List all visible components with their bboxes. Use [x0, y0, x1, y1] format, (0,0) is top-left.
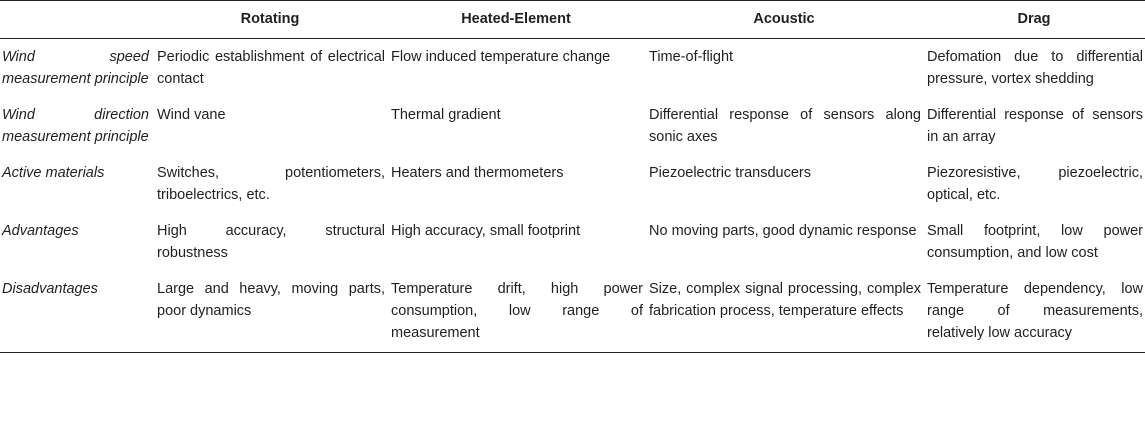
- row-label: Active materials: [2, 165, 105, 181]
- table-cell: Periodic establishment of electrical contact: [157, 49, 385, 87]
- table-row: [0, 97, 1145, 155]
- table-cell: Heaters and thermometers: [391, 165, 564, 181]
- table-row: [0, 155, 1145, 213]
- table-cell: Temperature dependency, low range of measurements, relatively low accuracy: [923, 271, 1145, 353]
- table-cell: Temperature drift, high power consumption, low range of measurement: [387, 271, 645, 353]
- table-row: [0, 213, 1145, 271]
- row-label: Wind speed measurement principle: [2, 49, 149, 87]
- table-cell: Small footprint, low power consumption, and low cost: [927, 223, 1143, 261]
- table-cell: Large and heavy, moving parts, poor dynamics: [153, 271, 387, 353]
- table-cell: Wind vane: [157, 107, 226, 123]
- table-row: [0, 39, 1145, 98]
- header-drag: Drag: [923, 1, 1145, 39]
- table-cell: No moving parts, good dynamic response: [649, 223, 917, 239]
- header-empty: [0, 1, 153, 39]
- table-cell: Differential response of sensors in an array: [927, 107, 1143, 145]
- table-cell: Switches, potentiometers, triboelectrics, etc.: [157, 165, 385, 203]
- table-cell: Flow induced temperature change: [391, 49, 611, 65]
- header-heated-element: Heated-Element: [387, 1, 645, 39]
- table-cell: Thermal gradient: [391, 107, 501, 123]
- table-cell: Piezoelectric transducers: [649, 165, 811, 181]
- table-cell: Differential response of sensors along sonic axes: [649, 107, 921, 145]
- table-cell: Time-of-flight: [649, 49, 734, 65]
- table-cell: Size, complex signal processing, complex fabrication process, temperature effects: [645, 271, 923, 353]
- row-label: Disadvantages: [0, 271, 153, 353]
- header-rotating: Rotating: [153, 1, 387, 39]
- row-label: Advantages: [2, 223, 79, 239]
- row-label: Wind direction measurement principle: [2, 107, 149, 145]
- table-cell: High accuracy, small footprint: [391, 223, 581, 239]
- table-row: [0, 271, 1145, 353]
- table-cell: High accuracy, structural robustness: [157, 223, 385, 261]
- table-cell: Defomation due to differential pressure, vortex shedding: [927, 49, 1143, 87]
- table-cell: Piezoresistive, piezoelectric, optical, etc.: [927, 165, 1143, 203]
- header-acoustic: Acoustic: [645, 1, 923, 39]
- table-header-row: [0, 1, 1145, 39]
